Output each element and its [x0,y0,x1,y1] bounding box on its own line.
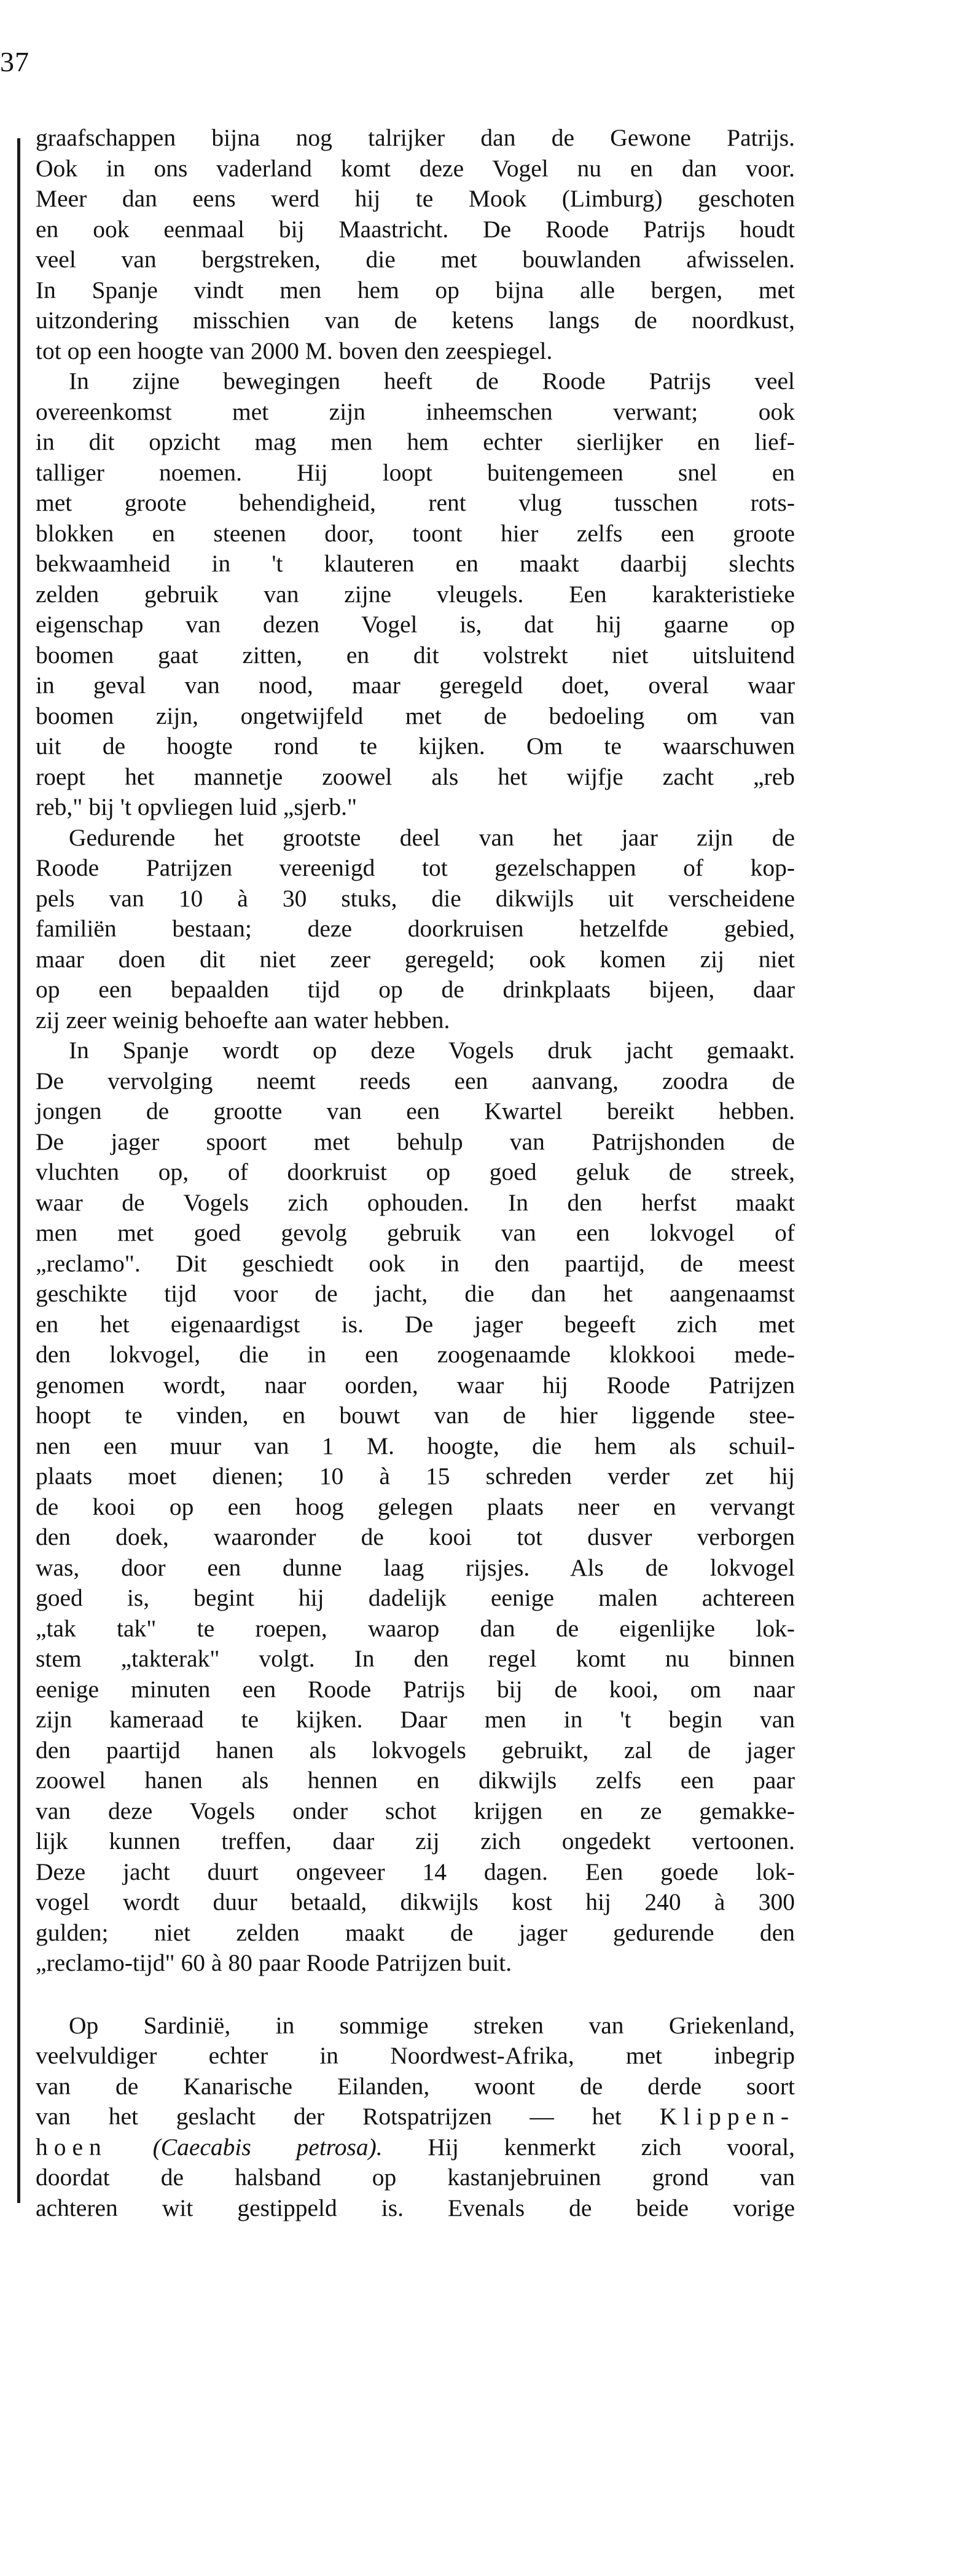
text-line: „reclamo-tijd" 60 à 80 paar Roode Patrijzen buit. [36,1949,512,1976]
text-line: De vervolging neemt reeds een aanvang, zoodra de [36,1067,795,1094]
text-line: eigenschap van dezen Vogel is, dat hij gaarne op [36,611,795,638]
text-line: waar de Vogels zich ophouden. In den herfst maakt [36,1188,795,1216]
text-line: men met goed gevolg gebruik van een lokvogel of [36,1219,795,1246]
text-line: plaats moet dienen; 10 à 15 schreden verder zet hij [36,1463,795,1490]
scientific-name: (Caecabis petrosa). [152,2133,383,2161]
text-segment: Hij kenmerkt zich vooral, [428,2133,795,2161]
text-line: Roode Patrijzen vereenigd tot gezelschappen of kop- [36,854,795,881]
text-line: en ook eenmaal bij Maastricht. De Roode Patrijs houdt [36,215,795,243]
text-line: gulden; niet zelden maakt de jager gedurende den [36,1918,795,1946]
text-line: „tak tak" te roepen, waarop dan de eigenlijke lok- [36,1614,795,1642]
text-line: Meer dan eens werd hij te Mook (Limburg) geschoten [36,185,795,212]
paragraph-5 [36,2011,795,2224]
text-line: zoowel hanen als hennen en dikwijls zelfs een paar [36,1767,795,1794]
paragraph-2 [36,366,795,823]
text-line: stem „takterak" volgt. In den regel komt nu binnen [36,1645,795,1672]
text-line: achteren wit gestippeld is. Evenals de beide vorige [36,2194,795,2221]
text-line: den doek, waaronder de kooi tot dusver verborgen [36,1523,795,1550]
text-line: goed is, begint hij dadelijk eenige malen achtereen [36,1584,795,1611]
species-name-spaced: hoen [36,2133,107,2161]
text-line [36,2102,795,2132]
text-line [36,2132,795,2163]
text-segment: van het geslacht der Rotspatrijzen — het [36,2103,622,2130]
text-line: van de Kanarische Eilanden, woont de derde soort [36,2072,795,2100]
paragraph-1 [36,123,795,366]
text-line: maar doen dit niet zeer geregeld; ook komen zij niet [36,945,795,973]
text-line: de kooi op een hoog gelegen plaats neer en vervangt [36,1493,795,1520]
text-line: overeenkomst met zijn inheemschen verwant; ook [36,398,795,425]
text-line: Ook in ons vaderland komt deze Vogel nu en dan voor. [36,154,795,182]
text-line: zij zeer weinig behoefte aan water hebben. [36,1006,450,1034]
text-line: eenige minuten een Roode Patrijs bij de kooi, om naar [36,1675,795,1703]
margin-rule [17,138,20,2203]
text-line: nen een muur van 1 M. hoogte, die hem als schuil- [36,1432,795,1459]
text-line: uitzondering misschien van de ketens langs de noordkust, [36,307,795,334]
text-line: den paartijd hanen als lokvogels gebruikt, zal de jager [36,1736,795,1764]
text-line: roept het mannetje zoowel als het wijfje zacht „reb [36,763,795,790]
page-number: 37 [0,46,29,77]
species-name-spaced: Klippen- [659,2103,795,2130]
text-line: talliger noemen. Hij loopt buitengemeen snel en [36,458,795,486]
text-column [36,123,795,2223]
text-line: den lokvogel, die in een zoogenaamde klokkooi mede- [36,1341,795,1368]
text-line: en het eigenaardigst is. De jager begeeft zich met [36,1310,795,1338]
section-gap [36,1979,795,2011]
text-line: in dit opzicht mag men hem echter sierlijker en lief- [36,428,795,455]
text-line: veel van bergstreken, die met bouwlanden afwisselen. [36,246,795,273]
text-line: met groote behendigheid, rent vlug tusschen rots- [36,489,795,516]
text-line: blokken en steenen door, toont hier zelfs een groote [36,519,795,547]
text-line: veelvuldiger echter in Noordwest-Afrika, met inbegrip [36,2042,795,2069]
text-line: pels van 10 à 30 stuks, die dikwijls uit verscheidene [36,884,795,912]
text-line: In Spanje vindt men hem op bijna alle bergen, met [36,276,795,304]
text-line: Deze jacht duurt ongeveer 14 dagen. Een goede lok- [36,1858,795,1885]
text-line: tot op een hoogte van 2000 M. boven den zeespiegel. [36,337,553,364]
text-line: geschikte tijd voor de jacht, die dan het aangenaamst [36,1280,795,1307]
text-line: vogel wordt duur betaald, dikwijls kost hij 240 à 300 [36,1888,795,1915]
text-line: De jager spoort met behulp van Patrijshonden de [36,1128,795,1155]
text-line: „reclamo". Dit geschiedt ook in den paartijd, de meest [36,1249,795,1277]
text-line: bekwaamheid in 't klauteren en maakt daarbij slechts [36,550,795,577]
text-line: In zijne bewegingen heeft de Roode Patrijs veel [69,367,795,395]
text-line: vluchten op, of doorkruist op goed geluk de streek, [36,1158,795,1185]
text-line: zijn kameraad te kijken. Daar men in 't begin van [36,1706,795,1733]
text-line: In Spanje wordt op deze Vogels druk jacht gemaakt. [69,1037,795,1064]
text-line: Op Sardinië, in sommige streken van Griekenland, [69,2011,795,2039]
text-line: uit de hoogte rond te kijken. Om te waarschuwen [36,732,795,760]
paragraph-4 [36,1035,795,1979]
text-line: graafschappen bijna nog talrijker dan de Gewone Patrijs. [36,124,795,151]
text-line: familiën bestaan; deze doorkruisen hetzelfde gebied, [36,915,795,942]
paragraph-3 [36,823,795,1036]
text-line: doordat de halsband op kastanjebruinen grond van [36,2164,795,2191]
text-line: hoopt te vinden, en bouwt van de hier liggende stee- [36,1402,795,1429]
text-line: reb," bij 't opvliegen luid „sjerb." [36,793,358,820]
text-line: op een bepaalden tijd op de drinkplaats bijeen, daar [36,976,795,1003]
text-line: lijk kunnen treffen, daar zij zich ongedekt vertoonen. [36,1828,795,1855]
text-line: boomen gaat zitten, en dit volstrekt niet uitsluitend [36,641,795,669]
text-line: was, door een dunne laag rijsjes. Als de lokvogel [36,1553,795,1581]
text-line: zelden gebruik van zijne vleugels. Een karakteristieke [36,580,795,608]
text-line: genomen wordt, naar oorden, waar hij Roode Patrijzen [36,1371,795,1399]
text-line: in geval van nood, maar geregeld doet, overal waar [36,672,795,699]
text-line: jongen de grootte van een Kwartel bereikt hebben. [36,1098,795,1125]
text-line: Gedurende het grootste deel van het jaar zijn de [69,823,795,851]
text-line: van deze Vogels onder schot krijgen en ze gemakke- [36,1797,795,1824]
text-line: boomen zijn, ongetwijfeld met de bedoeling om van [36,702,795,729]
